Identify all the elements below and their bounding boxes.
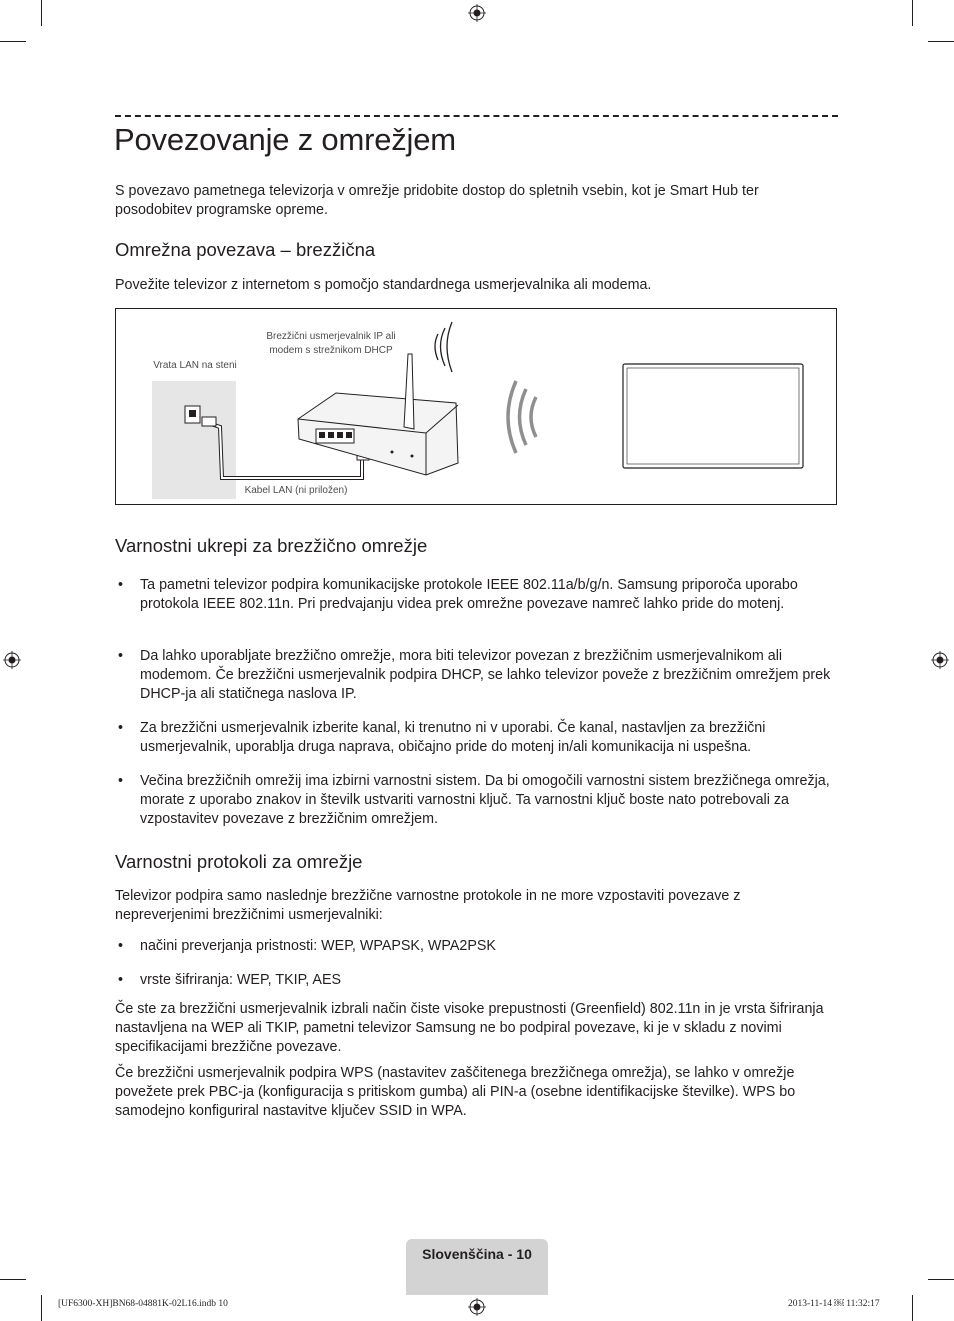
section-heading-security: Varnostni ukrepi za brezžično omrežje bbox=[115, 535, 428, 556]
crop-mark bbox=[928, 1279, 954, 1280]
registration-mark-icon bbox=[468, 1298, 486, 1316]
crop-mark bbox=[912, 0, 913, 26]
section-heading-protocols: Varnostni protokoli za omrežje bbox=[115, 851, 363, 872]
bullet-mark: • bbox=[118, 577, 124, 593]
bullet-mark: • bbox=[118, 720, 124, 736]
list-item-text: Ta pametni televizor podpira komunikacijske protokole IEEE 802.11a/b/g/n. Samsung priporoča uporabo protokola IEEE 802.11n. Pri predvajanju videa prek omrežne povezave namreč lahko pride do motenj. bbox=[140, 577, 798, 612]
tv-icon bbox=[623, 364, 803, 468]
crop-mark bbox=[0, 41, 26, 42]
list-item-text: Za brezžični usmerjevalnik izberite kanal, ki trenutno ni v uporabi. Če kanal, nastavljen za brezžični usmerjevalnik, uporablja druga naprava, običajno pride do motenj in/ali komunikacija ni uspešna. bbox=[140, 720, 766, 755]
wps-paragraph: Če brezžični usmerjevalnik podpira WPS (nastavitev zaščitenega brezžičnega omrežja), se lahko v omrežje povežete prek PBC-ja (konfiguracija s pritiskom gumba) ali PIN-a (osebne identifikacijske številke). WPS bo samodejno konfiguriral nastavitve ključev SSID in WPA. bbox=[115, 1065, 796, 1119]
list-item-text: Da lahko uporabljate brezžično omrežje, mora biti televizor povezan z brezžičnim usmerjevalnikom ali modemom. Če brezžični usmerjevalnik podpira DHCP, se lahko televizor poveže z brezžičnim omrežjem prek DHCP-ja ali statičnega naslova IP. bbox=[140, 648, 831, 702]
diagram-artwork bbox=[116, 309, 836, 504]
router-label-line2: modem s strežnikom DHCP bbox=[269, 345, 393, 356]
wall-port-label: Vrata LAN na steni bbox=[153, 360, 237, 371]
wireless-paragraph: Povežite televizor z internetom s pomočjo standardnega usmerjevalnika ali modema. bbox=[115, 277, 652, 293]
wall-panel bbox=[152, 381, 236, 499]
bullet-mark: • bbox=[118, 938, 124, 954]
bullet-mark: • bbox=[118, 972, 124, 988]
registration-mark-icon bbox=[931, 651, 949, 669]
crop-mark bbox=[0, 1279, 26, 1280]
router-label bbox=[256, 330, 406, 358]
router-label-line1: Brezžični usmerjevalnik IP ali bbox=[266, 331, 396, 342]
list-item-text: Večina brezžičnih omrežij ima izbirni varnostni sistem. Da bi omogočili varnostni sistem brezžičnega omrežja, morate z uporabo znakov in številk ustvariti varnostni ključ. Ta varnostni ključ boste nato potrebovali za vzpostavitev povezave z brezžičnim omrežjem. bbox=[140, 773, 830, 827]
wifi-signal-icon bbox=[508, 381, 536, 453]
crop-mark bbox=[41, 0, 42, 26]
intro-paragraph: S povezavo pametnega televizorja v omrežje pridobite dostop do spletnih vsebin, kot je Smart Hub ter posodobitev programske opreme. bbox=[115, 183, 759, 218]
section-heading-wireless: Omrežna povezava – brezžična bbox=[115, 239, 376, 260]
crop-mark bbox=[912, 1295, 913, 1321]
page-number: Slovenščina - 10 bbox=[422, 1246, 532, 1262]
protocols-intro: Televizor podpira samo naslednje brezžične varnostne protokole in ne more vzpostaviti povezave z nepreverjenimi brezžičnimi usmerjevalniki: bbox=[115, 888, 741, 923]
title-rule bbox=[115, 115, 838, 117]
registration-mark-icon bbox=[468, 4, 486, 22]
router-icon bbox=[298, 354, 458, 475]
crop-mark bbox=[41, 1295, 42, 1321]
print-slug-right: 2013-11-14 ￼ 11:32:17 bbox=[788, 1299, 880, 1309]
list-item-text: načini preverjanja pristnosti: WEP, WPAPSK, WPA2PSK bbox=[140, 938, 496, 954]
bullet-mark: • bbox=[118, 648, 124, 664]
registration-mark-icon bbox=[3, 651, 21, 669]
wifi-waves-icon bbox=[435, 322, 452, 372]
crop-mark bbox=[928, 41, 954, 42]
greenfield-paragraph: Če ste za brezžični usmerjevalnik izbrali način čiste visoke prepustnosti (Greenfield) 802.11n in je vrsta šifriranja nastavljena na WEP ali TKIP, pametni televizor Samsung ne bo podpiral povezave, ki je v skladu z novimi specifikacijami brezžične povezave. bbox=[115, 1001, 824, 1055]
print-slug-left: [UF6300-XH]BN68-04881K-02L16.indb 10 bbox=[58, 1299, 228, 1309]
bullet-mark: • bbox=[118, 773, 124, 789]
page-title: Povezovanje z omrežjem bbox=[114, 122, 456, 157]
list-item-text: vrste šifriranja: WEP, TKIP, AES bbox=[140, 972, 342, 988]
cable-label: Kabel LAN (ni priložen) bbox=[244, 485, 348, 496]
connection-diagram bbox=[115, 308, 837, 505]
